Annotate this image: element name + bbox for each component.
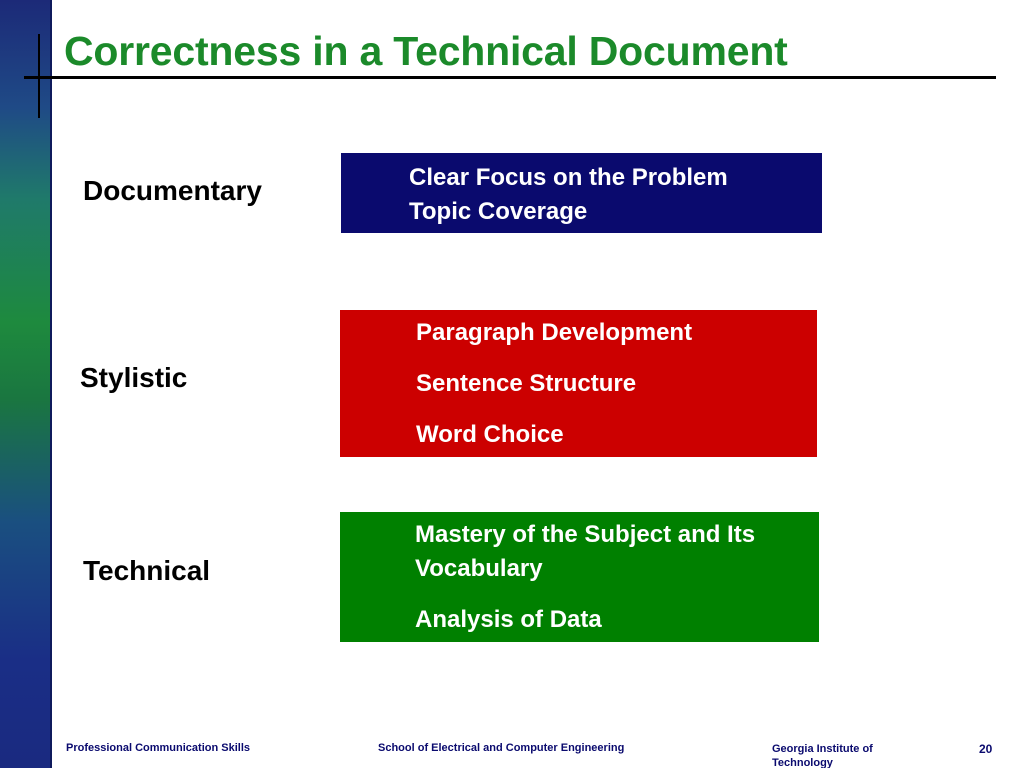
footer-course: Professional Communication Skills [66, 742, 250, 754]
row-label-documentary: Documentary [83, 175, 262, 206]
footer-school: School of Electrical and Computer Engineering [378, 742, 625, 754]
technical-box [340, 512, 819, 642]
footer-institute: Georgia Institute of Technology [772, 743, 873, 768]
decorative-side-bar [0, 0, 52, 768]
documentary-box [341, 153, 822, 233]
stylistic-box [340, 310, 817, 457]
stylistic-item: Sentence Structure [416, 370, 637, 397]
side-bar-edge [50, 0, 52, 768]
stylistic-item: Paragraph Development [416, 319, 693, 346]
row-label-technical: Technical [83, 555, 211, 586]
documentary-item: Topic Coverage [409, 198, 588, 225]
title-underline [24, 76, 996, 79]
stylistic-item: Word Choice [416, 421, 564, 448]
row-label-stylistic: Stylistic [80, 362, 188, 393]
technical-item: Mastery of the Subject and Its Vocabulary [415, 521, 756, 582]
slide-title: Correctness in a Technical Document [64, 28, 788, 74]
documentary-item: Clear Focus on the Problem [409, 164, 728, 191]
technical-item: Analysis of Data [415, 606, 602, 633]
title-vertical-tick [38, 34, 40, 118]
footer-page-number: 20 [979, 742, 993, 756]
